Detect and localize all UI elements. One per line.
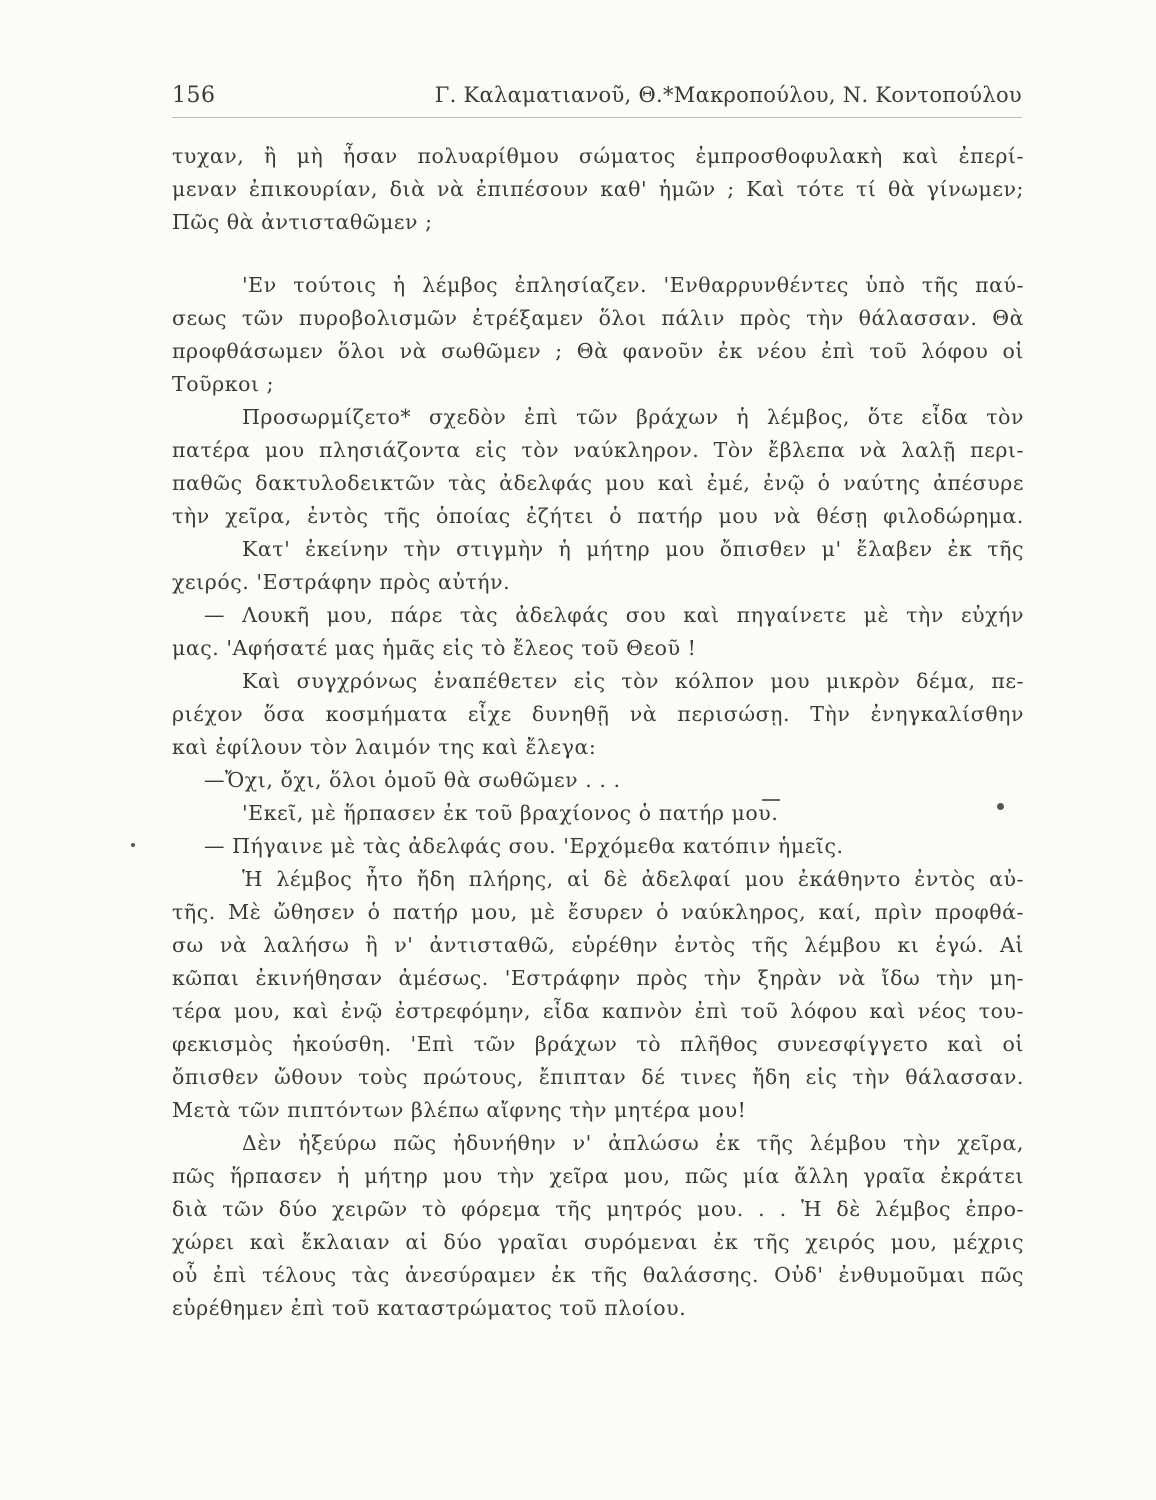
text-line: Προσωρμίζετο* σχεδὸν ἐπὶ τῶν βράχων ἡ λέμβος, ὅτε εἶδα τὸν: [242, 405, 1024, 429]
text-line: Δὲν ἠξεύρω πῶς ἠδυνήθην ν' ἀπλώσω ἐκ τῆς λέμβου τὴν χεῖρα,: [242, 1131, 1024, 1155]
text-line: καὶ ἐφίλουν τὸν λαιμόν της καὶ ἔλεγα:: [172, 735, 597, 759]
text-line: Μετὰ τῶν πιπτόντων βλέπω αἴφνης τὴν μητέρα μου!: [172, 1098, 747, 1122]
text-line: τὴν χεῖρα, ἐντὸς τῆς ὁποίας ἐζήτει ὁ πατήρ μου νὰ θέσῃ φιλοδώρημα.: [172, 504, 1024, 528]
text-line: πατέρα μου πλησιάζοντα εἰς τὸν ναύκληρον. Τὸν ἔβλεπα νὰ λαλῇ περι-: [172, 438, 1024, 462]
ink-speck: [131, 843, 135, 847]
paragraph-gap: [172, 239, 1024, 269]
text-line: ὄπισθεν ὤθουν τοὺς πρώτους, ἔπιπταν δέ τινες ἤδη εἰς τὴν θάλασσαν.: [172, 1065, 1024, 1089]
text-line: τῆς. Μὲ ὤθησεν ὁ πατήρ μου, μὲ ἔσυρεν ὁ ναύκληρος, καί, πρὶν προφθά-: [172, 900, 1024, 924]
text-line: —Ὄχι, ὄχι, ὅλοι ὁμοῦ θὰ σωθῶμεν . . .: [204, 768, 621, 792]
text-line: εὑρέθημεν ἐπὶ τοῦ καταστρώματος τοῦ πλοίου.: [172, 1296, 687, 1320]
text-line: Τοῦρκοι ;: [172, 372, 275, 396]
text-line: πῶς ἥρπασεν ἡ μήτηρ μου τὴν χεῖρα μου, πῶς μία ἄλλη γραῖα ἐκράτει: [172, 1164, 1024, 1188]
text-line: οὗ ἐπὶ τέλους τὰς ἀνεσύραμεν ἐκ τῆς θαλάσσης. Οὐδ' ἐνθυμοῦμαι πῶς: [172, 1263, 1024, 1287]
text-line: μας. 'Αφήσατέ μας ἡμᾶς εἰς τὸ ἔλεος τοῦ Θεοῦ !: [172, 636, 697, 660]
page-header: [172, 83, 1022, 118]
running-head: Γ. Καλαματιανοῦ, Θ.*Μακροπούλου, Ν. Κοντοπούλου: [434, 83, 1022, 107]
text-line: Πῶς θὰ ἀντισταθῶμεν ;: [172, 210, 433, 234]
text-line: κῶπαι ἐκινήθησαν ἀμέσως. 'Εστράφην πρὸς τὴν ξηρὰν νὰ ἴδω τὴν μη-: [172, 966, 1024, 990]
text-line: — Λουκῆ μου, πάρε τὰς ἀδελφάς σου καὶ πηγαίνετε μὲ τὴν εὐχήν: [204, 603, 1024, 627]
text-line: σω νὰ λαλήσω ἢ ν' ἀντισταθῶ, εὑρέθην ἐντὸς τῆς λέμβου κι ἐγώ. Αἱ: [172, 933, 1024, 957]
text-line: Ἡ λέμβος ἦτο ἤδη πλήρης, αἱ δὲ ἀδελφαί μου ἐκάθηντο ἐντὸς αὐ-: [242, 867, 1024, 891]
body-text: [172, 140, 1024, 1325]
text-line: — Πήγαινε μὲ τὰς ἀδελφάς σου. 'Ερχόμεθα κατόπιν ἡμεῖς.: [204, 834, 844, 858]
text-line: Κατ' ἐκείνην τὴν στιγμὴν ἡ μήτηρ μου ὄπισθεν μ' ἔλαβεν ἐκ τῆς: [242, 537, 1024, 561]
text-line: Καὶ συγχρόνως ἐναπέθετεν εἰς τὸν κόλπον μου μικρὸν δέμα, πε-: [242, 669, 1024, 693]
text-line: 'Εν τούτοις ἡ λέμβος ἐπλησίαζεν. 'Ενθαρρυνθέντες ὑπὸ τῆς παύ-: [242, 273, 1024, 297]
text-line: 'Εκεῖ, μὲ ἥρπασεν ἐκ τοῦ βραχίονος ὁ πατήρ μου.: [242, 801, 779, 825]
text-line: χειρός. 'Εστράφην πρὸς αὐτήν.: [172, 570, 511, 594]
text-line: προφθάσωμεν ὅλοι νὰ σωθῶμεν ; Θὰ φανοῦν ἐκ νέου ἐπὶ τοῦ λόφου οἱ: [172, 339, 1024, 363]
ink-speck: [997, 803, 1004, 810]
text-line: μεναν ἐπικουρίαν, διὰ νὰ ἐπιπέσουν καθ' ἡμῶν ; Καὶ τότε τί θὰ γίνωμεν;: [172, 177, 1024, 201]
text-line: ριέχον ὅσα κοσμήματα εἶχε δυνηθῇ νὰ περισώσῃ. Τὴν ἐνηγκαλίσθην: [172, 702, 1024, 726]
text-line: τυχαν, ἢ μὴ ἦσαν πολυαρίθμου σώματος ἐμπροσθοφυλακὴ καὶ ἐπερί-: [172, 144, 1024, 168]
text-line: χώρει καὶ ἔκλαιαν αἱ δύο γραῖαι συρόμεναι ἐκ τῆς χειρός μου, μέχρις: [172, 1230, 1024, 1254]
ink-mark: [762, 799, 780, 801]
text-line: τέρα μου, καὶ ἐνῷ ἐστρεφόμην, εἶδα καπνὸν ἐπὶ τοῦ λόφου καὶ νέος του-: [172, 999, 1024, 1023]
text-line: φεκισμὸς ἠκούσθη. 'Επὶ τῶν βράχων τὸ πλῆθος συνεσφίγγετο καὶ οἱ: [172, 1032, 1024, 1056]
page-number: 156: [172, 83, 216, 108]
text-line: διὰ τῶν δύο χειρῶν τὸ φόρεμα τῆς μητρός μου. . . Ἡ δὲ λέμβος ἐπρο-: [172, 1197, 1024, 1221]
text-line: παθῶς δακτυλοδεικτῶν τὰς ἀδελφάς μου καὶ ἐμέ, ἐνῷ ὁ ναύτης ἀπέσυρε: [172, 471, 1024, 495]
text-line: σεως τῶν πυροβολισμῶν ἐτρέξαμεν ὅλοι πάλιν πρὸς τὴν θάλασσαν. Θὰ: [172, 306, 1024, 330]
